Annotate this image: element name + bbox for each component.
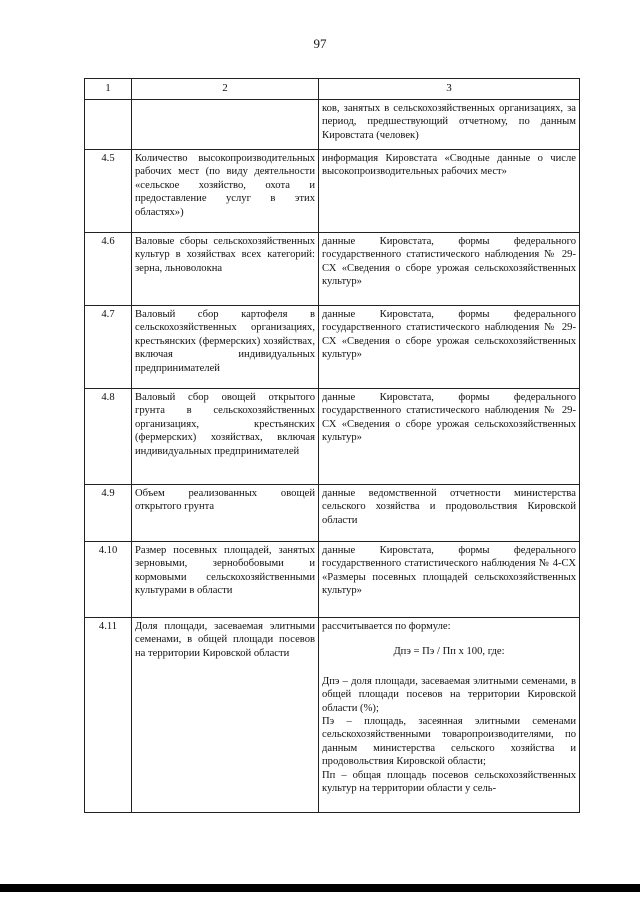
formula-intro: рассчитывается по формуле:	[322, 621, 451, 632]
header-col-2: 2	[132, 79, 319, 100]
indicator-name: Количество высокопроизводительных рабочих мест (по виду деятельности «сельское хозяйство, охота и предоставление услуг в этих областях»)	[132, 150, 319, 233]
table-row	[85, 389, 580, 485]
table-row	[85, 100, 580, 150]
indicators-table	[84, 78, 580, 813]
indicator-name: Объем реализованных овощей открытого грунта	[132, 485, 319, 542]
formula-definition: Дпэ – доля площади, засеваемая элитными семенами, в общей площади посевов на территории Кировской области (%);	[322, 675, 576, 714]
header-col-1: 1	[85, 79, 132, 100]
row-number	[85, 100, 132, 150]
row-number: 4.11	[85, 618, 132, 813]
table-row	[85, 485, 580, 542]
row-number: 4.9	[85, 485, 132, 542]
formula-cell	[319, 618, 580, 813]
row-number: 4.8	[85, 389, 132, 485]
row-number: 4.6	[85, 233, 132, 306]
page-number: 97	[313, 36, 327, 51]
formula-definition: Пп – общая площадь посевов сельскохозяйственных культур на территории области у сель-	[322, 769, 576, 795]
header-col-3: 3	[319, 79, 580, 100]
table-row	[85, 233, 580, 306]
row-number: 4.10	[85, 542, 132, 618]
table-row	[85, 150, 580, 233]
data-source: информация Кировстата «Сводные данные о числе высокопроизводительных рабочих мест»	[319, 150, 580, 233]
indicator-name: Размер посевных площадей, занятых зерновыми, зернобобовыми и кормовыми сельскохозяйственными культурами в области	[132, 542, 319, 618]
table-header-row	[85, 79, 580, 100]
data-source: ков, занятых в сельскохозяйственных организациях, за период, предшествующий отчетному, по данным Кировстата (человек)	[319, 100, 580, 150]
table-row	[85, 542, 580, 618]
data-source: данные ведомственной отчетности министерства сельского хозяйства и продовольствия Кировской области	[319, 485, 580, 542]
indicator-name: Валовый сбор овощей открытого грунта в сельскохозяйственных организациях, крестьянских (фермерских) хозяйствах, включая индивидуальных предпринимателей	[132, 389, 319, 485]
row-number: 4.5	[85, 150, 132, 233]
formula: Дпэ = Пэ / Пп х 100, где:	[393, 646, 505, 658]
indicator-name	[132, 100, 319, 150]
row-number: 4.7	[85, 306, 132, 389]
table-row	[85, 618, 580, 813]
page-bottom-bar	[0, 884, 640, 892]
data-source: данные Кировстата, формы федерального государственного статистического наблюдения № 29-СХ «Сведения о сборе урожая сельскохозяйственных культур»	[319, 389, 580, 485]
table-row	[85, 306, 580, 389]
formula-definition: Пэ – площадь, засеянная элитными семенами сельскохозяйственными товаропроизводителями, по данным министерства сельского хозяйства и продовольствия Кировской области;	[322, 716, 576, 768]
data-source: данные Кировстата, формы федерального государственного статистического наблюдения № 29-СХ «Сведения о сборе урожая сельскохозяйственных культур»	[319, 233, 580, 306]
data-source: данные Кировстата, формы федерального государственного статистического наблюдения № 4-СХ «Размеры посевных площадей сельскохозяйственных культур»	[319, 542, 580, 618]
data-source: данные Кировстата, формы федерального государственного статистического наблюдения № 29-СХ «Сведения о сборе урожая сельскохозяйственных культур»	[319, 306, 580, 389]
indicator-name: Доля площади, засеваемая элитными семенами, в общей площади посевов на территории Кировской области	[132, 618, 319, 813]
indicator-name: Валовый сбор картофеля в сельскохозяйственных организациях, крестьянских (фермерских) хозяйствах, включая индивидуальных предпринимателей	[132, 306, 319, 389]
indicator-name: Валовые сборы сельскохозяйственных культур в хозяйствах всех категорий: зерна, льноволокна	[132, 233, 319, 306]
